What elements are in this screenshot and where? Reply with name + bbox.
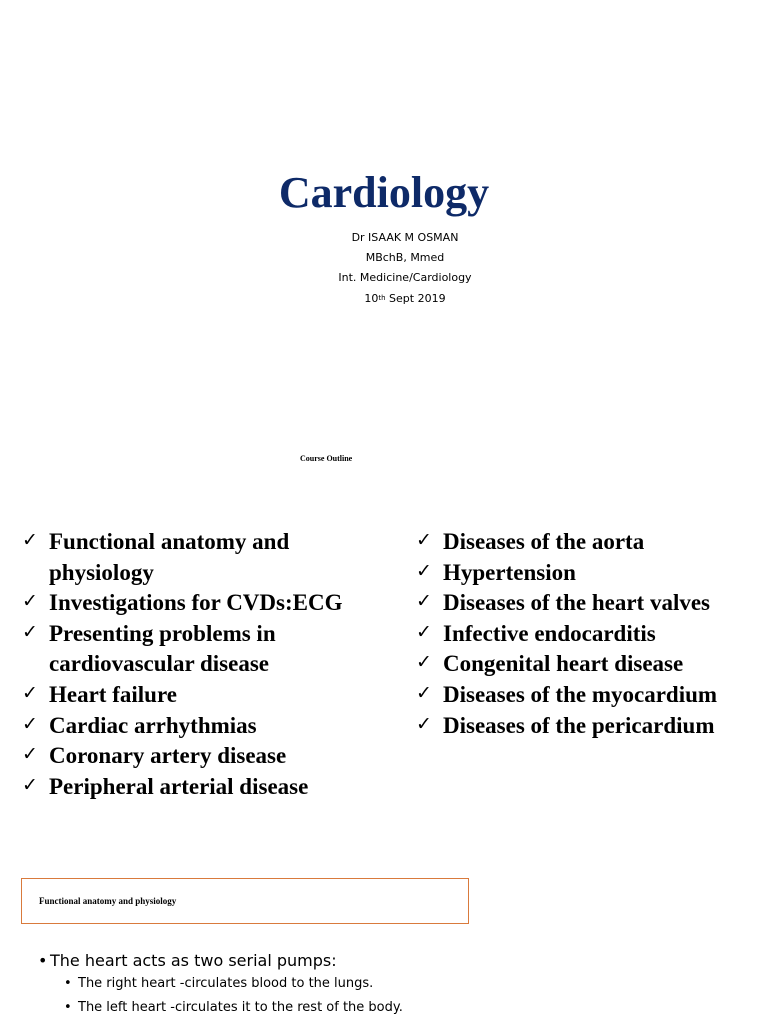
- outline-item: [22, 619, 402, 680]
- outline-list-left: [22, 527, 402, 802]
- checkmark-icon: ✓: [416, 620, 432, 643]
- outline-item-text: Investigations for CVDs:ECG: [49, 590, 343, 616]
- outline-item: [416, 619, 768, 650]
- author-name: Dr ISAAK M OSMAN: [351, 231, 459, 244]
- checkmark-icon: ✓: [22, 620, 38, 643]
- outline-item: [416, 649, 768, 680]
- outline-item: [22, 772, 402, 803]
- sub-bullet-item: [64, 976, 373, 992]
- outline-item-text: Congenital heart disease: [443, 651, 684, 677]
- outline-item-text: Peripheral arterial disease: [49, 773, 309, 799]
- outline-item: [22, 588, 402, 619]
- checkmark-icon: ✓: [416, 590, 432, 613]
- date-day: 10: [364, 292, 379, 305]
- checkmark-icon: ✓: [22, 712, 38, 735]
- outline-item-text: physiology: [49, 559, 154, 585]
- outline-item: [22, 680, 402, 711]
- sub-bullet-text: The right heart -circulates blood to the lungs.: [78, 976, 374, 991]
- date-rest: Sept 2019: [385, 292, 446, 305]
- outline-item-text: Coronary artery disease: [49, 743, 287, 769]
- outline-item-text: Diseases of the pericardium: [443, 712, 715, 738]
- course-outline-heading: Course Outline: [300, 454, 353, 463]
- outline-item: [416, 711, 768, 742]
- checkmark-icon: ✓: [416, 559, 432, 582]
- outline-item: [22, 711, 402, 742]
- outline-item: [416, 558, 768, 589]
- sub-bullet-item: [64, 1000, 403, 1016]
- outline-item: [416, 680, 768, 711]
- section-title: Functional anatomy and physiology: [39, 896, 177, 906]
- sub-bullet-text: The left heart -circulates it to the rest of the body.: [78, 1000, 403, 1015]
- presentation-date: [300, 291, 510, 306]
- outline-item: [416, 588, 768, 619]
- bullet-icon: •: [64, 976, 72, 991]
- outline-item-text: Hypertension: [443, 559, 576, 585]
- checkmark-icon: ✓: [22, 773, 38, 796]
- bullet-item: [38, 951, 337, 971]
- checkmark-icon: ✓: [22, 529, 38, 551]
- checkmark-icon: ✓: [416, 681, 432, 704]
- checkmark-icon: ✓: [22, 681, 38, 704]
- outline-item: [22, 741, 402, 772]
- outline-item-text: cardiovascular disease: [49, 651, 269, 677]
- outline-item-text: Presenting problems in: [49, 620, 276, 646]
- section-title-box: [21, 878, 469, 924]
- date-suffix: th: [378, 294, 386, 302]
- bullet-icon: •: [64, 1000, 72, 1015]
- author-specialty: Int. Medicine/Cardiology: [338, 271, 472, 284]
- checkmark-icon: ✓: [416, 712, 432, 735]
- checkmark-icon: ✓: [22, 590, 38, 613]
- outline-item-text: Diseases of the aorta: [443, 529, 645, 554]
- outline-item: [416, 527, 768, 558]
- outline-item: [22, 527, 402, 588]
- outline-item-text: Cardiac arrhythmias: [49, 712, 257, 738]
- outline-list-right: [416, 527, 768, 741]
- author-degrees: MBchB, Mmed: [365, 251, 445, 264]
- outline-item-text: Infective endocarditis: [443, 620, 656, 646]
- bullet-icon: •: [38, 951, 48, 970]
- outline-item-text: Heart failure: [49, 681, 177, 707]
- slide-title: Cardiology: [278, 168, 490, 217]
- checkmark-icon: ✓: [22, 743, 38, 766]
- bullet-text: The heart acts as two serial pumps:: [50, 951, 337, 970]
- outline-item-text: Diseases of the myocardium: [443, 681, 718, 707]
- checkmark-icon: ✓: [416, 651, 432, 674]
- outline-item-text: Functional anatomy and: [49, 529, 290, 554]
- outline-item-text: Diseases of the heart valves: [443, 590, 711, 616]
- checkmark-icon: ✓: [416, 529, 432, 551]
